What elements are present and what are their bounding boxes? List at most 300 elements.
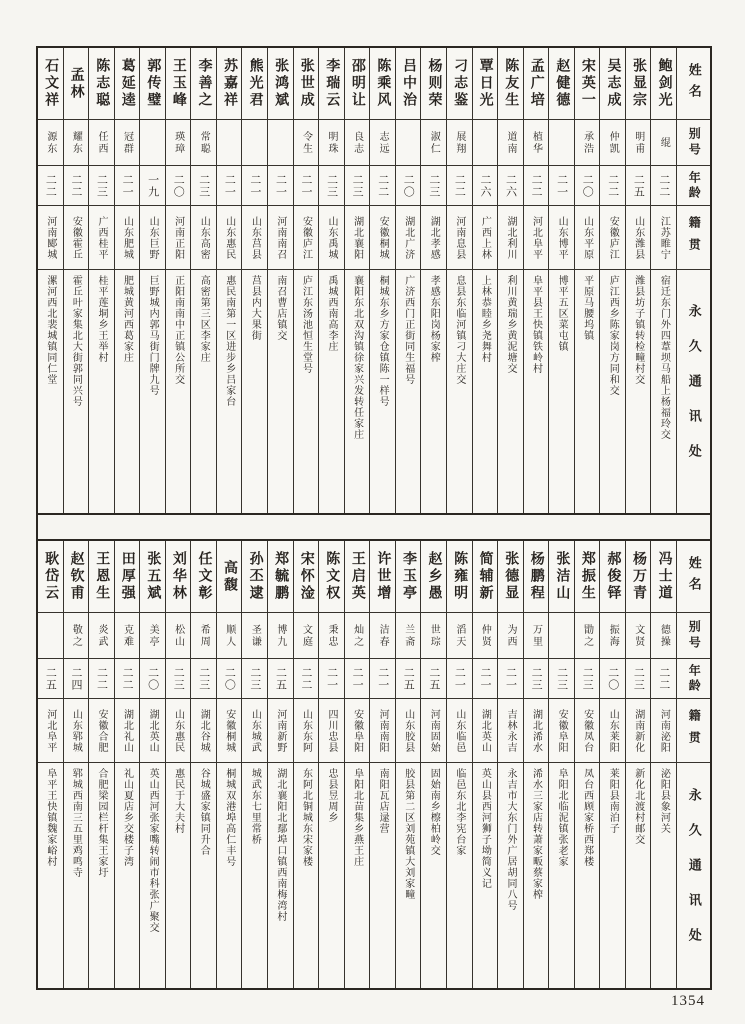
registry-column <box>369 48 395 513</box>
age-cell: 二〇 <box>140 659 165 699</box>
alias-cell: 为西 <box>498 613 523 659</box>
name-cell: 李瑞云 <box>319 48 344 120</box>
age-cell: 二一 <box>498 659 523 699</box>
alias-cell: 炎武 <box>89 613 114 659</box>
age-cell: 二三 <box>191 166 216 206</box>
registry-column <box>523 541 549 988</box>
alias-cell <box>549 120 574 166</box>
header-address: 永久通讯处 <box>686 304 702 479</box>
age-cell: 二〇 <box>396 166 421 206</box>
native-place-cell: 山东城武 <box>242 699 267 763</box>
name-cell: 陈雍明 <box>447 541 472 613</box>
alias-cell: 承浩 <box>575 120 600 166</box>
registry-column <box>190 541 216 988</box>
native-place-cell: 吉林永吉 <box>498 699 523 763</box>
name-cell: 高馥 <box>217 541 242 613</box>
name-cell: 孟广培 <box>524 48 549 120</box>
registry-column <box>523 48 549 513</box>
name-cell: 王玉峰 <box>166 48 191 120</box>
address-cell: 桐城双港埠高仁丰号 <box>223 768 235 867</box>
alias-cell: 世琮 <box>421 613 446 659</box>
address-cell: 禹城西南高李庄 <box>326 275 337 352</box>
age-cell: 二三 <box>575 659 600 699</box>
name-cell: 苏嘉祥 <box>217 48 242 120</box>
name-cell: 张显宗 <box>626 48 651 120</box>
native-place-cell: 河南新野 <box>268 699 293 763</box>
registry-column <box>216 541 242 988</box>
native-place-cell: 安徽合肥 <box>89 699 114 763</box>
registry-column <box>625 48 651 513</box>
address-cell: 庐江东汤池恒生堂号 <box>300 275 312 374</box>
alias-cell: 克难 <box>115 613 140 659</box>
address-cell: 漯河西北裴城镇同仁堂 <box>44 275 56 385</box>
address-cell: 平原马腰坞镇 <box>581 275 593 341</box>
native-place-cell: 河南泌阳 <box>651 699 676 763</box>
native-place-cell: 山东惠民 <box>166 699 191 763</box>
alias-cell: 希周 <box>191 613 216 659</box>
address-cell: 南阳瓦店逯营 <box>377 768 389 834</box>
name-cell: 陈友生 <box>498 48 523 120</box>
name-cell: 陈志聪 <box>89 48 114 120</box>
native-place-cell: 山东巨野 <box>140 206 165 270</box>
name-cell: 孟林 <box>64 48 89 120</box>
alias-cell: 德操 <box>651 613 676 659</box>
address-cell: 东阿北铜城东宋家楼 <box>300 768 312 867</box>
name-cell: 张世成 <box>294 48 319 120</box>
address-cell: 英山西河张家嘴转闹市科张广聚交 <box>147 768 159 933</box>
address-cell: 高密第三区李家庄 <box>198 275 210 363</box>
native-place-cell: 广西上林 <box>473 206 498 270</box>
registry-column <box>114 541 140 988</box>
address-cell: 莒县内大果街 <box>249 275 261 341</box>
registry-column <box>446 48 472 513</box>
name-cell: 田厚强 <box>115 541 140 613</box>
alias-cell: 道南 <box>498 120 523 166</box>
age-cell: 二一 <box>447 659 472 699</box>
age-cell: 二二 <box>447 166 472 206</box>
name-cell: 张鸿斌 <box>268 48 293 120</box>
native-place-cell: 安徽凤台 <box>575 699 600 763</box>
age-cell: 二三 <box>524 659 549 699</box>
name-cell: 王恩生 <box>89 541 114 613</box>
age-cell: 二二 <box>600 166 625 206</box>
native-place-cell: 河南南阳 <box>370 699 395 763</box>
name-cell: 熊光君 <box>242 48 267 120</box>
registry-column <box>318 48 344 513</box>
name-cell: 郑振生 <box>575 541 600 613</box>
age-cell: 二三 <box>242 659 267 699</box>
age-cell: 二五 <box>38 659 63 699</box>
age-cell: 二二 <box>115 659 140 699</box>
alias-cell: 仲贤 <box>473 613 498 659</box>
registry-column <box>369 541 395 988</box>
registry-column <box>472 541 498 988</box>
native-place-cell: 山东莒县 <box>242 206 267 270</box>
header-name: 姓名 <box>677 541 710 613</box>
address-cell: 合肥梁园栏杆集王家圩 <box>95 768 107 878</box>
name-cell: 石文祥 <box>38 48 63 120</box>
address-cell: 巨野城内郭马街门牌九号 <box>147 275 159 396</box>
name-cell: 陈乘风 <box>370 48 395 120</box>
address-cell: 博平五区菜屯镇 <box>556 275 568 352</box>
alias-cell <box>549 613 574 659</box>
age-cell: 二〇 <box>600 659 625 699</box>
age-cell: 二一 <box>268 166 293 206</box>
name-cell: 赵健德 <box>549 48 574 120</box>
name-cell: 刁志鉴 <box>447 48 472 120</box>
age-cell: 二二 <box>651 659 676 699</box>
alias-cell: 灿之 <box>345 613 370 659</box>
age-cell: 二三 <box>421 166 446 206</box>
registry-column <box>165 48 191 513</box>
age-cell: 二三 <box>89 166 114 206</box>
alias-cell: 展翔 <box>447 120 472 166</box>
address-cell: 潍县坊子镇转检疃村交 <box>632 275 644 385</box>
age-cell: 二三 <box>345 166 370 206</box>
age-cell: 二三 <box>549 659 574 699</box>
age-cell: 二〇 <box>217 659 242 699</box>
address-cell: 湖北襄阳北鄢埠口镇西南梅湾村 <box>274 768 286 922</box>
age-cell: 二一 <box>473 659 498 699</box>
name-cell: 覃日光 <box>473 48 498 120</box>
registry-column <box>241 48 267 513</box>
alias-cell <box>473 120 498 166</box>
address-cell: 广济西门正街同生福号 <box>402 275 414 385</box>
address-cell: 临邑东北李宪台家 <box>453 768 465 856</box>
registry-column <box>420 48 446 513</box>
registry-column <box>650 541 676 988</box>
alias-cell <box>217 120 242 166</box>
native-place-cell: 四川忠县 <box>319 699 344 763</box>
native-place-cell: 安徽桐城 <box>370 206 395 270</box>
age-cell: 二二 <box>64 166 89 206</box>
native-place-cell: 河南息县 <box>447 206 472 270</box>
registry-column <box>625 541 651 988</box>
age-cell: 二二 <box>89 659 114 699</box>
registry-column <box>497 541 523 988</box>
name-cell: 赵钦甫 <box>64 541 89 613</box>
alias-cell: 淑仁 <box>421 120 446 166</box>
native-place-cell: 河北阜平 <box>38 699 63 763</box>
address-cell: 固始南乡檫柏岭交 <box>428 768 440 856</box>
native-place-cell: 山东潍县 <box>626 206 651 270</box>
age-cell: 二六 <box>498 166 523 206</box>
alias-cell: 冠群 <box>115 120 140 166</box>
age-cell: 二三 <box>191 659 216 699</box>
name-cell: 鲍剑光 <box>651 48 676 120</box>
name-cell: 李玉亭 <box>396 541 421 613</box>
age-cell: 二六 <box>473 166 498 206</box>
age-cell: 二〇 <box>166 166 191 206</box>
alias-cell: 圣谦 <box>242 613 267 659</box>
alias-cell: 勖之 <box>575 613 600 659</box>
address-cell: 利川黄瑞乡黄泥塘交 <box>504 275 516 374</box>
age-cell: 二一 <box>242 166 267 206</box>
age-cell: 二三 <box>626 659 651 699</box>
address-cell: 襄阳东北双沟镇徐家兴发转任家庄 <box>351 275 363 440</box>
alias-cell: 仲凯 <box>600 120 625 166</box>
address-cell: 阜阳北苗集乡燕王庄 <box>351 768 363 867</box>
header-column <box>676 48 710 513</box>
age-cell: 二二 <box>524 166 549 206</box>
age-cell: 二五 <box>396 659 421 699</box>
address-cell: 浠水三家店转萧家畈蔡家榨 <box>530 768 542 900</box>
address-cell: 肥城黄河西葛家庄 <box>121 275 133 363</box>
name-cell: 杨则荣 <box>421 48 446 120</box>
registry-column <box>293 541 319 988</box>
alias-cell: 耀东 <box>64 120 89 166</box>
native-place-cell: 山东东阿 <box>294 699 319 763</box>
alias-cell: 敬之 <box>64 613 89 659</box>
native-place-cell: 山东博平 <box>549 206 574 270</box>
alias-cell: 令生 <box>294 120 319 166</box>
registry-column <box>497 48 523 513</box>
name-cell: 陈文权 <box>319 541 344 613</box>
table-divider-gap <box>38 515 710 539</box>
registry-column <box>267 541 293 988</box>
header-age: 年龄 <box>677 166 710 206</box>
alias-cell: 文庭 <box>294 613 319 659</box>
name-cell: 宋英一 <box>575 48 600 120</box>
registry-column <box>446 541 472 988</box>
name-cell: 郑毓鹏 <box>268 541 293 613</box>
address-cell: 霍丘叶家集北大街郭同兴号 <box>70 275 82 407</box>
native-place-cell: 湖北广济 <box>396 206 421 270</box>
alias-cell: 万里 <box>524 613 549 659</box>
table-frame <box>36 46 712 990</box>
native-place-cell: 安徽霍丘 <box>64 206 89 270</box>
registry-column <box>38 48 63 513</box>
address-cell: 正阳南南中正镇公所交 <box>172 275 184 385</box>
name-cell: 王启英 <box>345 541 370 613</box>
registry-column <box>63 541 89 988</box>
registry-column <box>650 48 676 513</box>
native-place-cell: 湖北浠水 <box>524 699 549 763</box>
address-cell: 阜阳北临泥镇张老家 <box>556 768 568 867</box>
name-cell: 赵乡愚 <box>421 541 446 613</box>
alias-cell: 明珠 <box>319 120 344 166</box>
registry-column <box>139 541 165 988</box>
age-cell: 二五 <box>421 659 446 699</box>
address-cell: 胶县第二区刘苑镇大刘家疃 <box>402 768 414 900</box>
name-cell: 冯士道 <box>651 541 676 613</box>
native-place-cell: 湖北英山 <box>473 699 498 763</box>
native-place-cell: 湖北襄阳 <box>345 206 370 270</box>
alias-cell <box>140 120 165 166</box>
native-place-cell: 河南固始 <box>421 699 446 763</box>
age-cell: 二五 <box>268 659 293 699</box>
name-cell: 邵明让 <box>345 48 370 120</box>
name-cell: 刘华林 <box>166 541 191 613</box>
header-address: 永久通讯处 <box>686 788 702 963</box>
registry-column <box>395 48 421 513</box>
native-place-cell: 湖北英山 <box>140 699 165 763</box>
address-cell: 英山县西河狮子坳简义记 <box>479 768 491 889</box>
header-alias: 别号 <box>677 120 710 166</box>
alias-cell: 秉忠 <box>319 613 344 659</box>
registry-table-bottom <box>38 539 710 988</box>
native-place-cell: 山东临邑 <box>447 699 472 763</box>
address-cell: 凤台西顾家桥西郑楼 <box>581 768 593 867</box>
address-cell: 桂平莲垌乡王举村 <box>95 275 107 363</box>
registry-column <box>599 48 625 513</box>
alias-cell: 美亭 <box>140 613 165 659</box>
registry-column <box>114 48 140 513</box>
native-place-cell: 安徽庐江 <box>294 206 319 270</box>
name-cell: 张洁山 <box>549 541 574 613</box>
header-native-place: 籍贯 <box>677 699 710 763</box>
alias-cell: 源东 <box>38 120 63 166</box>
alias-cell: 常聪 <box>191 120 216 166</box>
alias-cell: 兰斋 <box>396 613 421 659</box>
registry-column <box>548 541 574 988</box>
name-cell: 孙丕逮 <box>242 541 267 613</box>
registry-column <box>344 48 370 513</box>
header-age: 年龄 <box>677 659 710 699</box>
registry-column <box>63 48 89 513</box>
registry-column <box>318 541 344 988</box>
address-cell: 阜平县王快镇铁岭村 <box>530 275 542 374</box>
native-place-cell: 江苏睢宁 <box>651 206 676 270</box>
alias-cell: 任西 <box>89 120 114 166</box>
registry-column <box>190 48 216 513</box>
alias-cell <box>396 120 421 166</box>
age-cell: 二三 <box>319 166 344 206</box>
address-cell: 惠民于大夫村 <box>172 768 184 834</box>
alias-cell: 滔天 <box>447 613 472 659</box>
address-cell: 泌阳县象河关 <box>658 768 670 834</box>
name-cell: 简辅新 <box>473 541 498 613</box>
alias-cell: 顺人 <box>217 613 242 659</box>
native-place-cell: 河北阜平 <box>524 206 549 270</box>
address-cell: 阜平王快镇魏家峪村 <box>44 768 56 867</box>
age-cell: 二三 <box>166 659 191 699</box>
age-cell: 二一 <box>217 166 242 206</box>
address-cell: 莱阳县南泊子 <box>607 768 619 834</box>
registry-column <box>574 48 600 513</box>
address-cell: 城武东七里常桥 <box>249 768 261 845</box>
native-place-cell: 安徽桐城 <box>217 699 242 763</box>
registry-column <box>38 541 63 988</box>
address-cell: 新化北渡村邮交 <box>632 768 644 845</box>
name-cell: 张德显 <box>498 541 523 613</box>
name-cell: 杨万青 <box>626 541 651 613</box>
registry-column <box>293 48 319 513</box>
header-alias: 别号 <box>677 613 710 659</box>
alias-cell: 振海 <box>600 613 625 659</box>
native-place-cell: 河南正阳 <box>166 206 191 270</box>
age-cell: 二一 <box>370 659 395 699</box>
native-place-cell: 湖北礼山 <box>115 699 140 763</box>
native-place-cell: 安徽庐江 <box>600 206 625 270</box>
native-place-cell: 湖北谷城 <box>191 699 216 763</box>
native-place-cell: 山东郓城 <box>64 699 89 763</box>
registry-column <box>88 541 114 988</box>
alias-cell <box>242 120 267 166</box>
age-cell: 二一 <box>115 166 140 206</box>
native-place-cell: 安徽阜阳 <box>549 699 574 763</box>
name-cell: 耿岱云 <box>38 541 63 613</box>
name-cell: 李善之 <box>191 48 216 120</box>
age-cell: 二二 <box>370 166 395 206</box>
name-cell: 许世增 <box>370 541 395 613</box>
native-place-cell: 山东惠民 <box>217 206 242 270</box>
age-cell: 二五 <box>626 166 651 206</box>
registry-column <box>216 48 242 513</box>
alias-cell: 博九 <box>268 613 293 659</box>
registry-column <box>344 541 370 988</box>
native-place-cell: 山东胶县 <box>396 699 421 763</box>
registry-column <box>599 541 625 988</box>
native-place-cell: 湖北利川 <box>498 206 523 270</box>
name-cell: 杨鹏程 <box>524 541 549 613</box>
address-cell: 上林恭睦乡尧舞村 <box>479 275 491 363</box>
alias-cell: 良志 <box>345 120 370 166</box>
name-cell: 郝俊铎 <box>600 541 625 613</box>
page-number: 1354 <box>671 993 705 1009</box>
age-cell: 二一 <box>549 166 574 206</box>
registry-column <box>165 541 191 988</box>
name-cell: 郭传璧 <box>140 48 165 120</box>
address-cell: 庐江西乡陈家岗方同和交 <box>607 275 619 396</box>
registry-column <box>472 48 498 513</box>
registry-column <box>139 48 165 513</box>
address-cell: 宿迁东门外四葦坝马船上杨福玲交 <box>658 275 670 440</box>
registry-column <box>395 541 421 988</box>
age-cell: 二二 <box>38 166 63 206</box>
registry-column <box>88 48 114 513</box>
alias-cell: 明甫 <box>626 120 651 166</box>
registry-column <box>548 48 574 513</box>
registry-column <box>574 541 600 988</box>
address-cell: 永吉市大东门外广居胡同八号 <box>504 768 516 911</box>
alias-cell: 松山 <box>166 613 191 659</box>
alias-cell <box>38 613 63 659</box>
header-native-place: 籍贯 <box>677 206 710 270</box>
address-cell: 郓城西南三五里鸡鸣寺 <box>70 768 82 878</box>
age-cell: 一九 <box>140 166 165 206</box>
age-cell: 二一 <box>319 659 344 699</box>
address-cell: 惠民南第一区进步乡吕家台 <box>223 275 235 407</box>
age-cell: 二〇 <box>575 166 600 206</box>
registry-column <box>241 541 267 988</box>
address-cell: 桐城东乡方家仓镇陈一样号 <box>377 275 389 407</box>
address-cell: 忠县昱周乡 <box>326 768 337 823</box>
alias-cell: 洁春 <box>370 613 395 659</box>
address-cell: 孝感东阳岗杨家榨 <box>428 275 440 363</box>
address-cell: 息县东临河镇刁大庄交 <box>453 275 465 385</box>
header-column <box>676 541 710 988</box>
alias-cell: 文贤 <box>626 613 651 659</box>
native-place-cell: 河南郾城 <box>38 206 63 270</box>
age-cell: 二二 <box>294 659 319 699</box>
registry-table-top <box>38 48 710 515</box>
alias-cell: 绲 <box>651 120 676 166</box>
alias-cell: 志远 <box>370 120 395 166</box>
native-place-cell: 湖北孝感 <box>421 206 446 270</box>
registry-column <box>267 48 293 513</box>
name-cell: 张五斌 <box>140 541 165 613</box>
name-cell: 葛延逵 <box>115 48 140 120</box>
address-cell: 礼山夏店乡交楼子湾 <box>121 768 133 867</box>
alias-cell: 瑛璋 <box>166 120 191 166</box>
age-cell: 二一 <box>345 659 370 699</box>
native-place-cell: 安徽阜阳 <box>345 699 370 763</box>
alias-cell <box>268 120 293 166</box>
name-cell: 吕中治 <box>396 48 421 120</box>
name-cell: 任文彰 <box>191 541 216 613</box>
header-name: 姓名 <box>677 48 710 120</box>
